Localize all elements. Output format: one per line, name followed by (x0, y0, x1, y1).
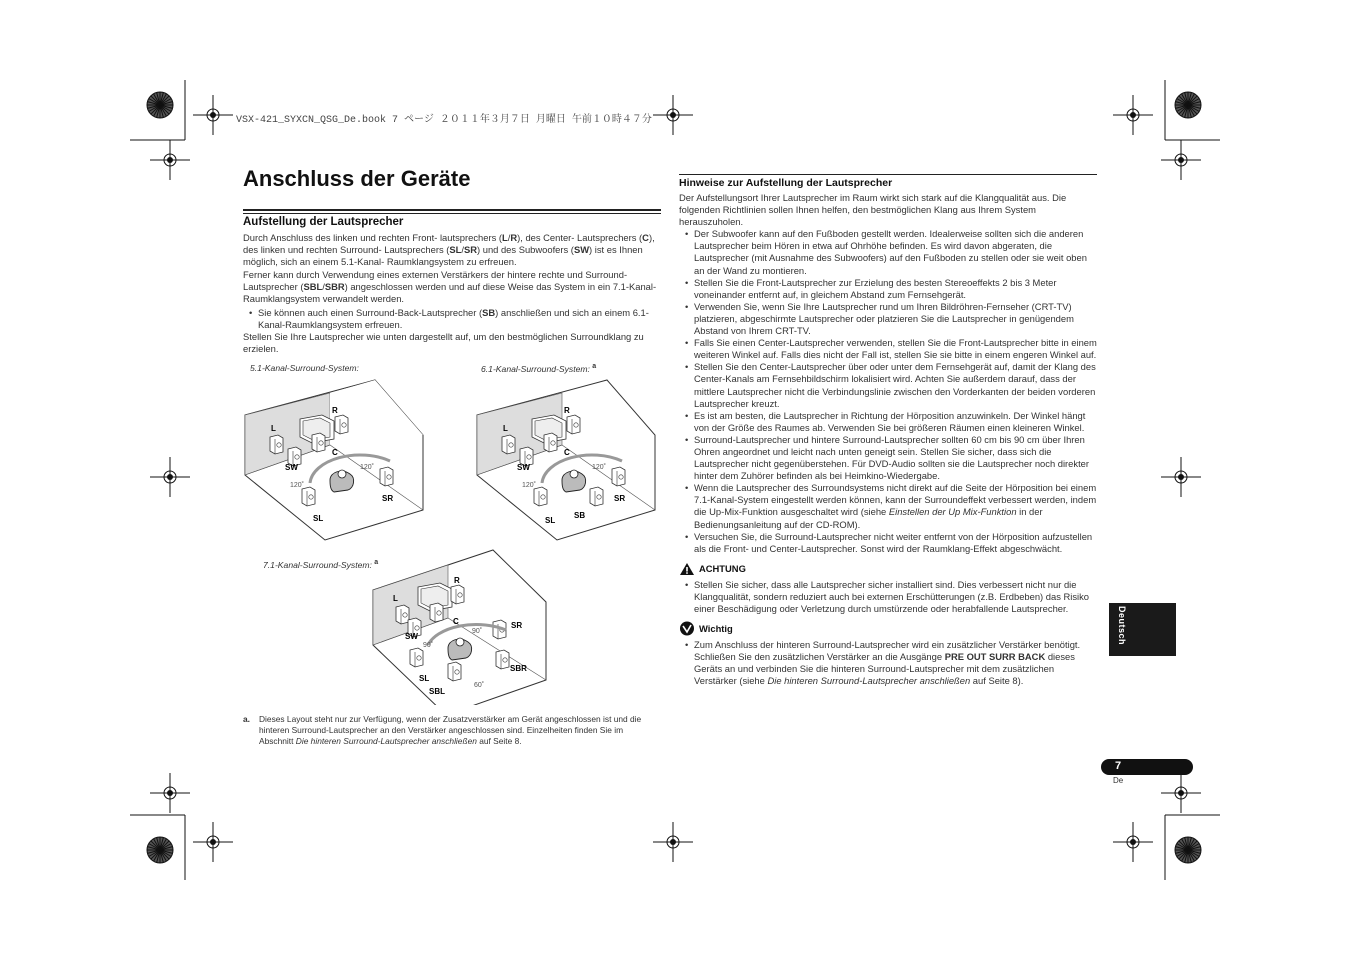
right-rule (679, 174, 1097, 175)
placement-paragraph: Stellen Sie Ihre Lautsprecher wie unten dargestellt auf, um den bestmöglichen Surroundklang zu erzielen. (243, 330, 644, 354)
svg-text:C: C (453, 617, 459, 626)
caution-text: • Stellen Sie sicher, dass alle Lautsprecher sicher installiert sind. Dies verbessert nicht nur die Klangqualität, sondern reduziert auch bei externen Erschütterungen (z.B. Erdbeben) das Risiko einer Beschädigung oder Verletzung durch umstürzende oder herabfallende Lautsprecher. (679, 579, 1099, 615)
label-L: L (271, 424, 276, 433)
right-bullet-item: • Falls Sie einen Center-Lautsprecher verwenden, stellen Sie die Front-Lautsprecher bitte in einem weiteren Winkel auf. Falls dies nicht der Fall ist, stellen Sie sie bitte in einem engeren Winkel auf. (679, 337, 1099, 361)
right-intro: Der Aufstellungsort Ihrer Lautsprecher im Raum wirkt sich stark auf die Klangqualität aus. Die folgenden Richtlinien sollen Ihnen helfen, den bestmöglichen Klang aus Ihrem System herauszuholen. (679, 192, 1067, 228)
label-angle-a: 120˚ (360, 464, 375, 471)
warning-icon (679, 562, 695, 576)
intro-paragraph: Durch Anschluss des linken und rechten Front- lautsprechers (L/R), des Center- Lautsprechers (C), des linken und rechten Surround- Lautsprechers (SL/SR) und des Subwoofers (SW) ist es Ihnen möglich, sich an einem 5.1-Kanal- Raumklangsystem zu erfreuen. (243, 232, 655, 268)
caution-heading: ACHTUNG (679, 562, 1099, 576)
section-rule (243, 209, 661, 211)
left-body (243, 232, 663, 355)
page-language: De (1113, 776, 1124, 785)
label-SW: SW (285, 463, 298, 472)
label-R: R (332, 406, 338, 415)
svg-text:R: R (564, 406, 570, 415)
bullet-surround-back: • Sie können auch einen Surround-Back-Lautsprecher (SB) anschließen und sich an einem 6.1-Kanal-Raumklangsystem erfreuen. (243, 307, 663, 331)
svg-text:SR: SR (614, 494, 626, 503)
right-bullet-list (679, 228, 1099, 482)
section-rule-thin (243, 213, 661, 214)
section-heading-aufstellung: Aufstellung der Lautsprecher (243, 216, 404, 228)
diagram-71 (373, 550, 546, 705)
caption-51: 5.1-Kanal-Surround-System: (250, 363, 359, 373)
svg-text:L: L (393, 594, 398, 603)
right-bullet-item: • Der Subwoofer kann auf den Fußboden gestellt werden. Idealerweise sollten sich die anderen Lautsprecher beim Hören in etwa auf Ohrhöhe befinden. Es wird davon abgeraten, die Lautsprecher (mit Ausnahme des Subwoofers) auf den Fußboden zu stellen oder sie weit oben an der Wand zu montieren. (679, 228, 1099, 276)
speaker-diagrams (240, 375, 660, 705)
label-SB: SB (574, 511, 586, 520)
section-heading-hinweise: Hinweise zur Aufstellung der Lautsprecher (679, 177, 893, 189)
diagram-51 (245, 380, 423, 540)
label-C: C (332, 448, 338, 457)
amplifier-paragraph: Ferner kann durch Verwendung eines externen Verstärkers der hintere rechte und Surround-Lautsprecher (SBL/SBR) angeschlossen werden und auf diese Weise das System in ein 7.1-Kanal-Raumklangsystem verwandelt werden. (243, 269, 657, 305)
bullet-distance: • Versuchen Sie, die Surround-Lautsprecher nicht weiter entfernt von der Hörposition aufzustellen als die Front- und Center-Lautsprecher. Sonst wird der Raumklang-Effekt abgeschwächt. (679, 531, 1099, 555)
svg-text:60˚: 60˚ (474, 682, 485, 689)
svg-text:L: L (503, 424, 508, 433)
svg-text:SL: SL (545, 516, 556, 525)
caption-61: 6.1-Kanal-Surround-System: $^a$ (481, 363, 597, 374)
page-number-badge: 7 (1101, 759, 1193, 775)
svg-text:SL: SL (419, 674, 430, 683)
svg-text:120˚: 120˚ (592, 464, 607, 471)
bullet-upmix: • Wenn die Lautsprecher des Surroundsystems nicht direkt auf die Seite der Hörposition bei einem 7.1-Kanal-System eingestellt werden können, kann der Surroundeffekt verbessert werden, indem die Up-Mix-Funktion ausgeschaltet wird (siehe Einstellen der Up Mix-Funktion in der Bedienungsanleitung auf der CD-ROM). (679, 482, 1099, 530)
svg-text:90˚: 90˚ (472, 628, 483, 635)
caption-71: 7.1-Kanal-Surround-System: $^a$ (263, 559, 379, 570)
svg-text:R: R (454, 576, 460, 585)
svg-text:120˚: 120˚ (522, 482, 537, 489)
right-bullet-item: • Es ist am besten, die Lautsprecher in Richtung der Hörposition anzuwinkeln. Der Winkel hängt von der Größe des Raumes ab. Verwenden Sie bei größeren Räumen einen kleineren Winkel. (679, 410, 1099, 434)
right-body (679, 192, 1099, 687)
label-SR: SR (382, 494, 394, 503)
important-heading: Wichtig (679, 621, 1099, 636)
label-SBR: SBR (510, 664, 527, 673)
svg-text:90˚: 90˚ (423, 642, 434, 649)
file-header: VSX-421_SYXCN_QSG_De.book 7 ページ ２０１１年３月７日 月曜日 午前１０時４７分 (236, 115, 652, 126)
diagram-61 (477, 380, 655, 540)
page-title: Anschluss der Geräte (243, 166, 471, 191)
right-bullet-item: • Verwenden Sie, wenn Sie Ihre Lautsprecher rund um Ihren Bildröhren-Fernseher (CRT-TV) platzieren, abgeschirmte Lautsprecher oder platzieren Sie die Lautsprecher in genügendem Abstand von Ihrem CRT-TV. (679, 301, 1099, 337)
right-bullet-item: • Surround-Lautsprecher und hintere Surround-Lautsprecher sollten 60 cm bis 90 cm über Ihren Ohren angeordnet und leicht nach unten geneigt sein. Stellen Sie sicher, dass sich die Lautsprecher nicht gegenüberstehen. Für DVD-Audio sollten sie die Lautsprecher noch direkter hinter dem Zuhörer befinden als bei Heimkino-Wiedergabe. (679, 434, 1099, 482)
svg-text:C: C (564, 448, 570, 457)
label-SBL: SBL (429, 687, 445, 696)
right-bullet-item: • Stellen Sie die Front-Lautsprecher zur Erzielung des besten Stereoeffekts 2 bis 3 Meter voneinander entfernt auf, in gleichem Abstand zum Fernsehgerät. (679, 277, 1099, 301)
important-text: • Zum Anschluss der hinteren Surround-Lautsprecher wird ein zusätzlicher Verstärker benötigt. Schließen Sie den zusätzlichen Verstärker an die Ausgänge PRE OUT SURR BACK dieses Geräts an und verbinden Sie die hinteren Surround-Lautsprecher mit dem zusätzlichen Verstärker (siehe Die hinteren Surround-Lautsprecher anschließen auf Seite 8). (679, 639, 1099, 687)
svg-text:SR: SR (511, 621, 523, 630)
footnote: a. Dieses Layout steht nur zur Verfügung, wenn der Zusatzverstärker am Gerät angeschlossen ist und die hinteren Surround-Lautsprecher an den Verstärker angeschlossen sind. Einzelheiten finden Sie im Abschnitt Die hinteren Surround-Lautsprecher anschließen auf Seite 8. (243, 714, 642, 746)
language-side-tab: Deutsch (1109, 603, 1176, 656)
right-bullet-item: • Stellen Sie den Center-Lautsprecher über oder unter dem Fernsehgerät auf, damit der Klang des Center-Kanals am Fernsehbildschirm lokalisiert wird. Achten Sie außerdem darauf, dass der mittlere Lautsprecher nicht die Verbindungslinie zwischen den Vorderkanten der beiden vorderen Lautsprecher kreuzt. (679, 361, 1099, 409)
svg-text:SW: SW (517, 463, 530, 472)
label-angle-b: 120˚ (290, 482, 305, 489)
svg-text:SW: SW (405, 632, 418, 641)
label-SL: SL (313, 514, 324, 523)
important-note-icon (679, 621, 695, 636)
